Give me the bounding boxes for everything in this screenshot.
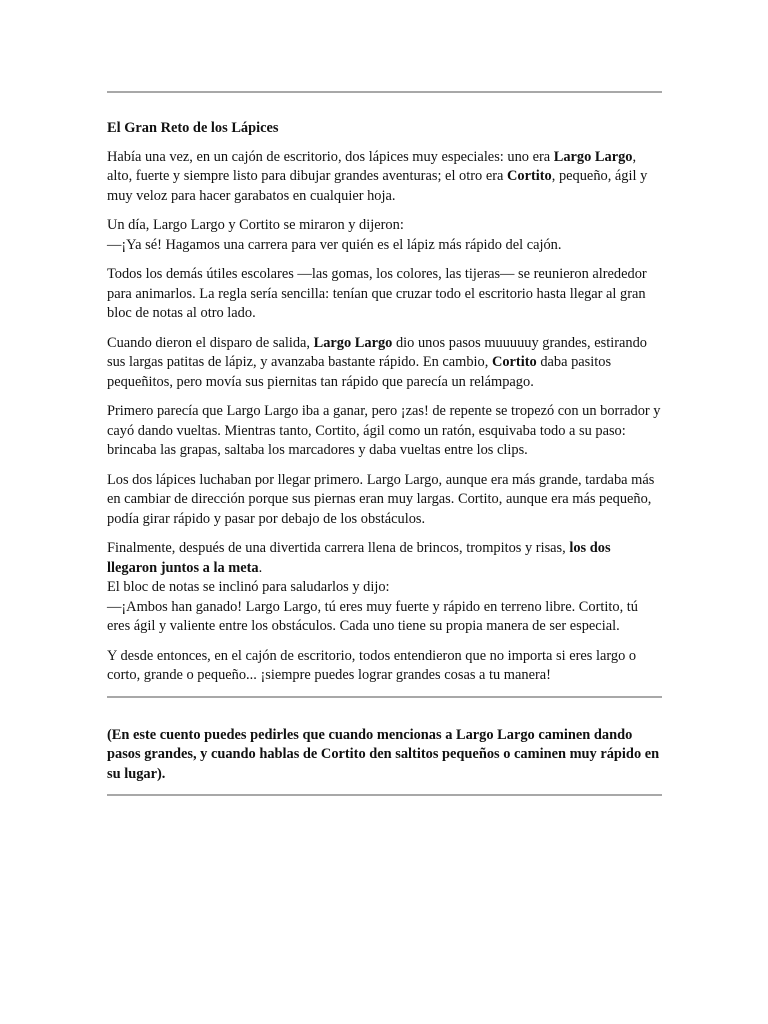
teacher-note: (En este cuento puedes pedirles que cuando mencionas a Largo Largo caminen dando pasos grandes, y cuando hablas de Cortito den saltitos pequeños o caminen muy rápido en su lugar). (107, 726, 660, 782)
p4-bold-cortito: Cortito (491, 354, 537, 370)
top-divider (107, 91, 662, 93)
p4-text-c: dio unos pasos muuuuuy grandes, estirando sus largas patitas de lápiz, y avanzaba bastante rápido. En cambio, (107, 334, 647, 370)
p1-text-a: Había una vez, en un cajón de escritorio, dos lápices muy especiales: uno era (107, 148, 554, 165)
story-title: El Gran Reto de los Lápices (107, 120, 279, 136)
p1-text-e: , pequeño, ágil y muy veloz para hacer garabatos en cualquier hoja. (107, 168, 648, 204)
p7-text-a: Finalmente, después de una divertida carrera llena de brincos, trompitos y risas, (107, 540, 570, 556)
paragraph-4 (107, 334, 662, 393)
p1-bold-largo: Largo Largo (553, 148, 633, 165)
paragraph-6: Los dos lápices luchaban por llegar primero. Largo Largo, aunque era más grande, tardaba más en cambiar de dirección porque sus piernas eran muy largas. Cortito, aunque era más pequeño, podía girar rápido y pasar por debajo de los obstáculos. (107, 471, 655, 527)
paragraph-1 (107, 148, 662, 207)
p2-line-2: —¡Ya sé! Hagamos una carrera para ver quién es el lápiz más rápido del cajón. (107, 236, 562, 253)
paragraph-2 (107, 216, 662, 255)
middle-divider (107, 696, 662, 698)
p1-bold-cortito: Cortito (507, 168, 552, 184)
p7-text-c: . (258, 559, 263, 576)
paragraph-7 (107, 539, 662, 637)
p7-line-2: El bloc de notas se inclinó para saludarlos y dijo: (107, 579, 390, 595)
p1-text-c: , alto, fuerte y siempre listo para dibujar grandes aventuras; el otro era (107, 148, 637, 184)
p4-bold-largo: Largo Largo (313, 334, 393, 351)
p2-line-1: Un día, Largo Largo y Cortito se miraron y dijeron: (107, 217, 404, 233)
p7-line-3: —¡Ambos han ganado! Largo Largo, tú eres muy fuerte y rápido en terreno libre. Cortito, tú eres ágil y valiente entre los obstáculos. Cada uno tiene su propia manera de ser especial. (107, 598, 638, 634)
p4-text-a: Cuando dieron el disparo de salida, (107, 334, 314, 351)
bottom-divider (107, 794, 662, 796)
p4-text-e: daba pasitos pequeñitos, pero movía sus piernitas tan rápido que parecía un relámpago. (107, 354, 612, 390)
p7-bold-finish: los dos llegaron juntos a la meta (107, 540, 611, 576)
paragraph-5: Primero parecía que Largo Largo iba a ganar, pero ¡zas! de repente se tropezó con un borrador y cayó dando vueltas. Mientras tanto, Cortito, ágil como un ratón, esquivaba todo a su paso: brincaba las grapas, saltaba los marcadores y daba vueltas entre los clips. (107, 403, 661, 458)
paragraph-8: Y desde entonces, en el cajón de escritorio, todos entendieron que no importa si eres largo o corto, grande o pequeño... ¡siempre puedes lograr grandes cosas a tu manera! (107, 647, 637, 683)
document-page (107, 0, 662, 796)
paragraph-3: Todos los demás útiles escolares —las gomas, los colores, las tijeras— se reunieron alrededor para animarlos. La regla sería sencilla: tenían que cruzar todo el escritorio hasta llegar al gran bloc de notas al otro lado. (107, 266, 647, 321)
